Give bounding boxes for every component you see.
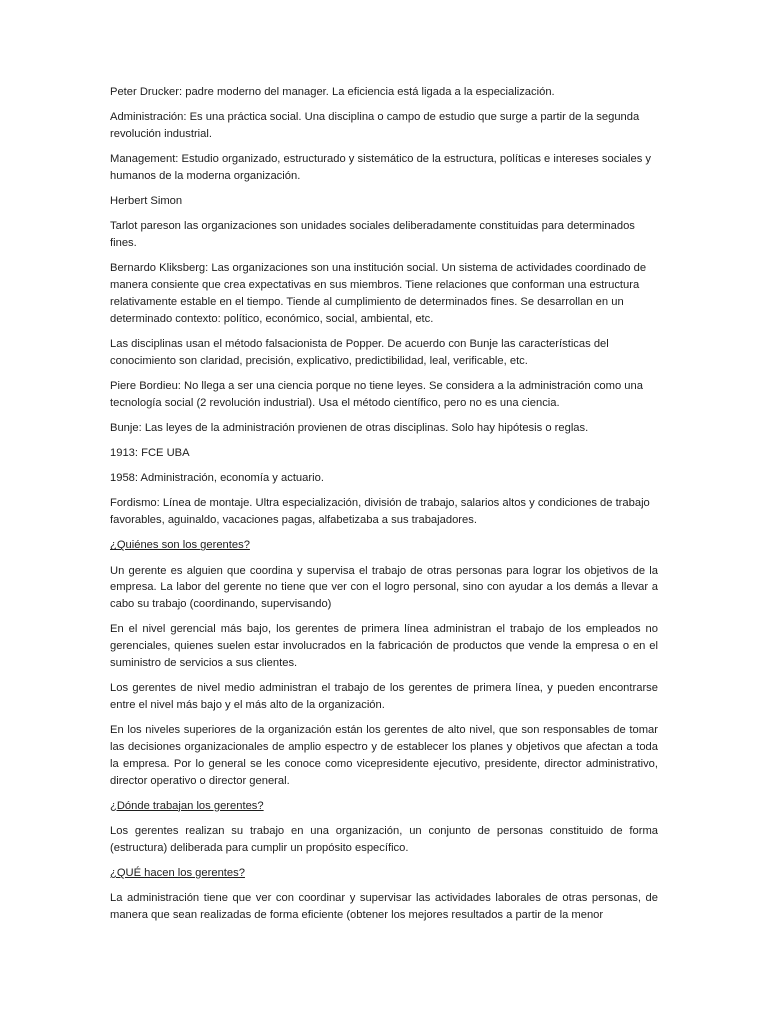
paragraph-1913: 1913: FCE UBA — [110, 447, 190, 460]
heading-donde-trabajan: ¿Dónde trabajan los gerentes? — [110, 799, 264, 812]
paragraph-tarlot: Tarlot pareson las organizaciones son unidades sociales deliberadamente constituidas para determinados fines. — [110, 220, 635, 250]
paragraph-administracion-coordinar: La administración tiene que ver con coordinar y supervisar las actividades laborales de otras personas, de manera que sean realizadas de forma eficiente (obtener los mejores resultados a partir de la menor — [110, 892, 658, 921]
paragraph-nivel-medio: Los gerentes de nivel medio administran el trabajo de los gerentes de primera línea, y pueden encontrarse entre el nivel más bajo y el más alto de la organización. — [110, 682, 658, 711]
paragraph-drucker: Peter Drucker: padre moderno del manager. La eficiencia está ligada a la especialización. — [110, 86, 555, 98]
paragraph-organizacion: Los gerentes realizan su trabajo en una organización, un conjunto de personas constituido de forma (estructura) deliberada para cumplir un propósito específico. — [110, 824, 658, 854]
paragraph-kliksberg: Bernardo Kliksberg: Las organizaciones son una institución social. Un sistema de actividades coordinado de manera consiente que crea expectativas en sus miembros. Tiene relaciones que conforman una estructura relativamente estable en el tiempo. Tiende al cumplimiento de determinados fines. Se desarrollan en un determinado contexto: político, económico, social, ambiental, etc. — [110, 262, 647, 325]
paragraph-alto-nivel: En los niveles superiores de la organización están los gerentes de alto nivel, que son responsables de tomar las decisiones organizacionales de amplio espectro y de establecer los planes y objetivos que afectan a toda la empresa. Por lo general se les conoce como vicepresidente ejecutivo, presidente, director administrativo, director operativo o director general. — [110, 724, 658, 787]
paragraph-administracion: Administración: Es una práctica social. Una disciplina o campo de estudio que surge a partir de la segunda revolución industrial. — [110, 111, 640, 140]
paragraph-1958: 1958: Administración, economía y actuario. — [110, 472, 324, 485]
document-page — [110, 84, 658, 924]
paragraph-bunje: Bunje: Las leyes de la administración provienen de otras disciplinas. Solo hay hipótesis o reglas. — [110, 421, 589, 434]
paragraph-herbert-simon: Herbert Simon — [110, 195, 183, 208]
paragraph-management: Management: Estudio organizado, estructurado y sistemático de la estructura, políticas e intereses sociales y humanos de la moderna organización. — [110, 153, 652, 182]
heading-que-hacen: ¿QUÉ hacen los gerentes? — [110, 866, 245, 879]
paragraph-disciplinas: Las disciplinas usan el método falsacionista de Popper. De acuerdo con Bunje las características del conocimiento son claridad, precisión, explicativo, predictibilidad, leal, verificable, etc. — [110, 337, 609, 367]
paragraph-gerente-definicion: Un gerente es alguien que coordina y supervisa el trabajo de otras personas para lograr los objetivos de la empresa. La labor del gerente no tiene que ver con el logro personal, sino con ayudar a los demás a llevar a cabo su trabajo (coordinando, supervisando) — [110, 564, 658, 611]
paragraph-primera-linea: En el nivel gerencial más bajo, los gerentes de primera línea administran el trabajo de los empleados no gerenciales, quienes suelen estar involucrados en la fabricación de productos que vende la empresa o en el suministro de servicios a sus clientes. — [110, 623, 658, 669]
paragraph-bordieu: Piere Bordieu: No llega a ser una ciencia porque no tiene leyes. Se considera a la administración como una tecnología social (2 revolución industrial). Usa el método científico, pero no es una ciencia. — [110, 379, 643, 409]
heading-quienes-son-gerentes: ¿Quiénes son los gerentes? — [110, 539, 250, 552]
paragraph-fordismo: Fordismo: Línea de montaje. Ultra especialización, división de trabajo, salarios altos y condiciones de trabajo favorables, aguinaldo, vacaciones pagas, alfabetizaba a sus trabajadores. — [110, 497, 650, 527]
